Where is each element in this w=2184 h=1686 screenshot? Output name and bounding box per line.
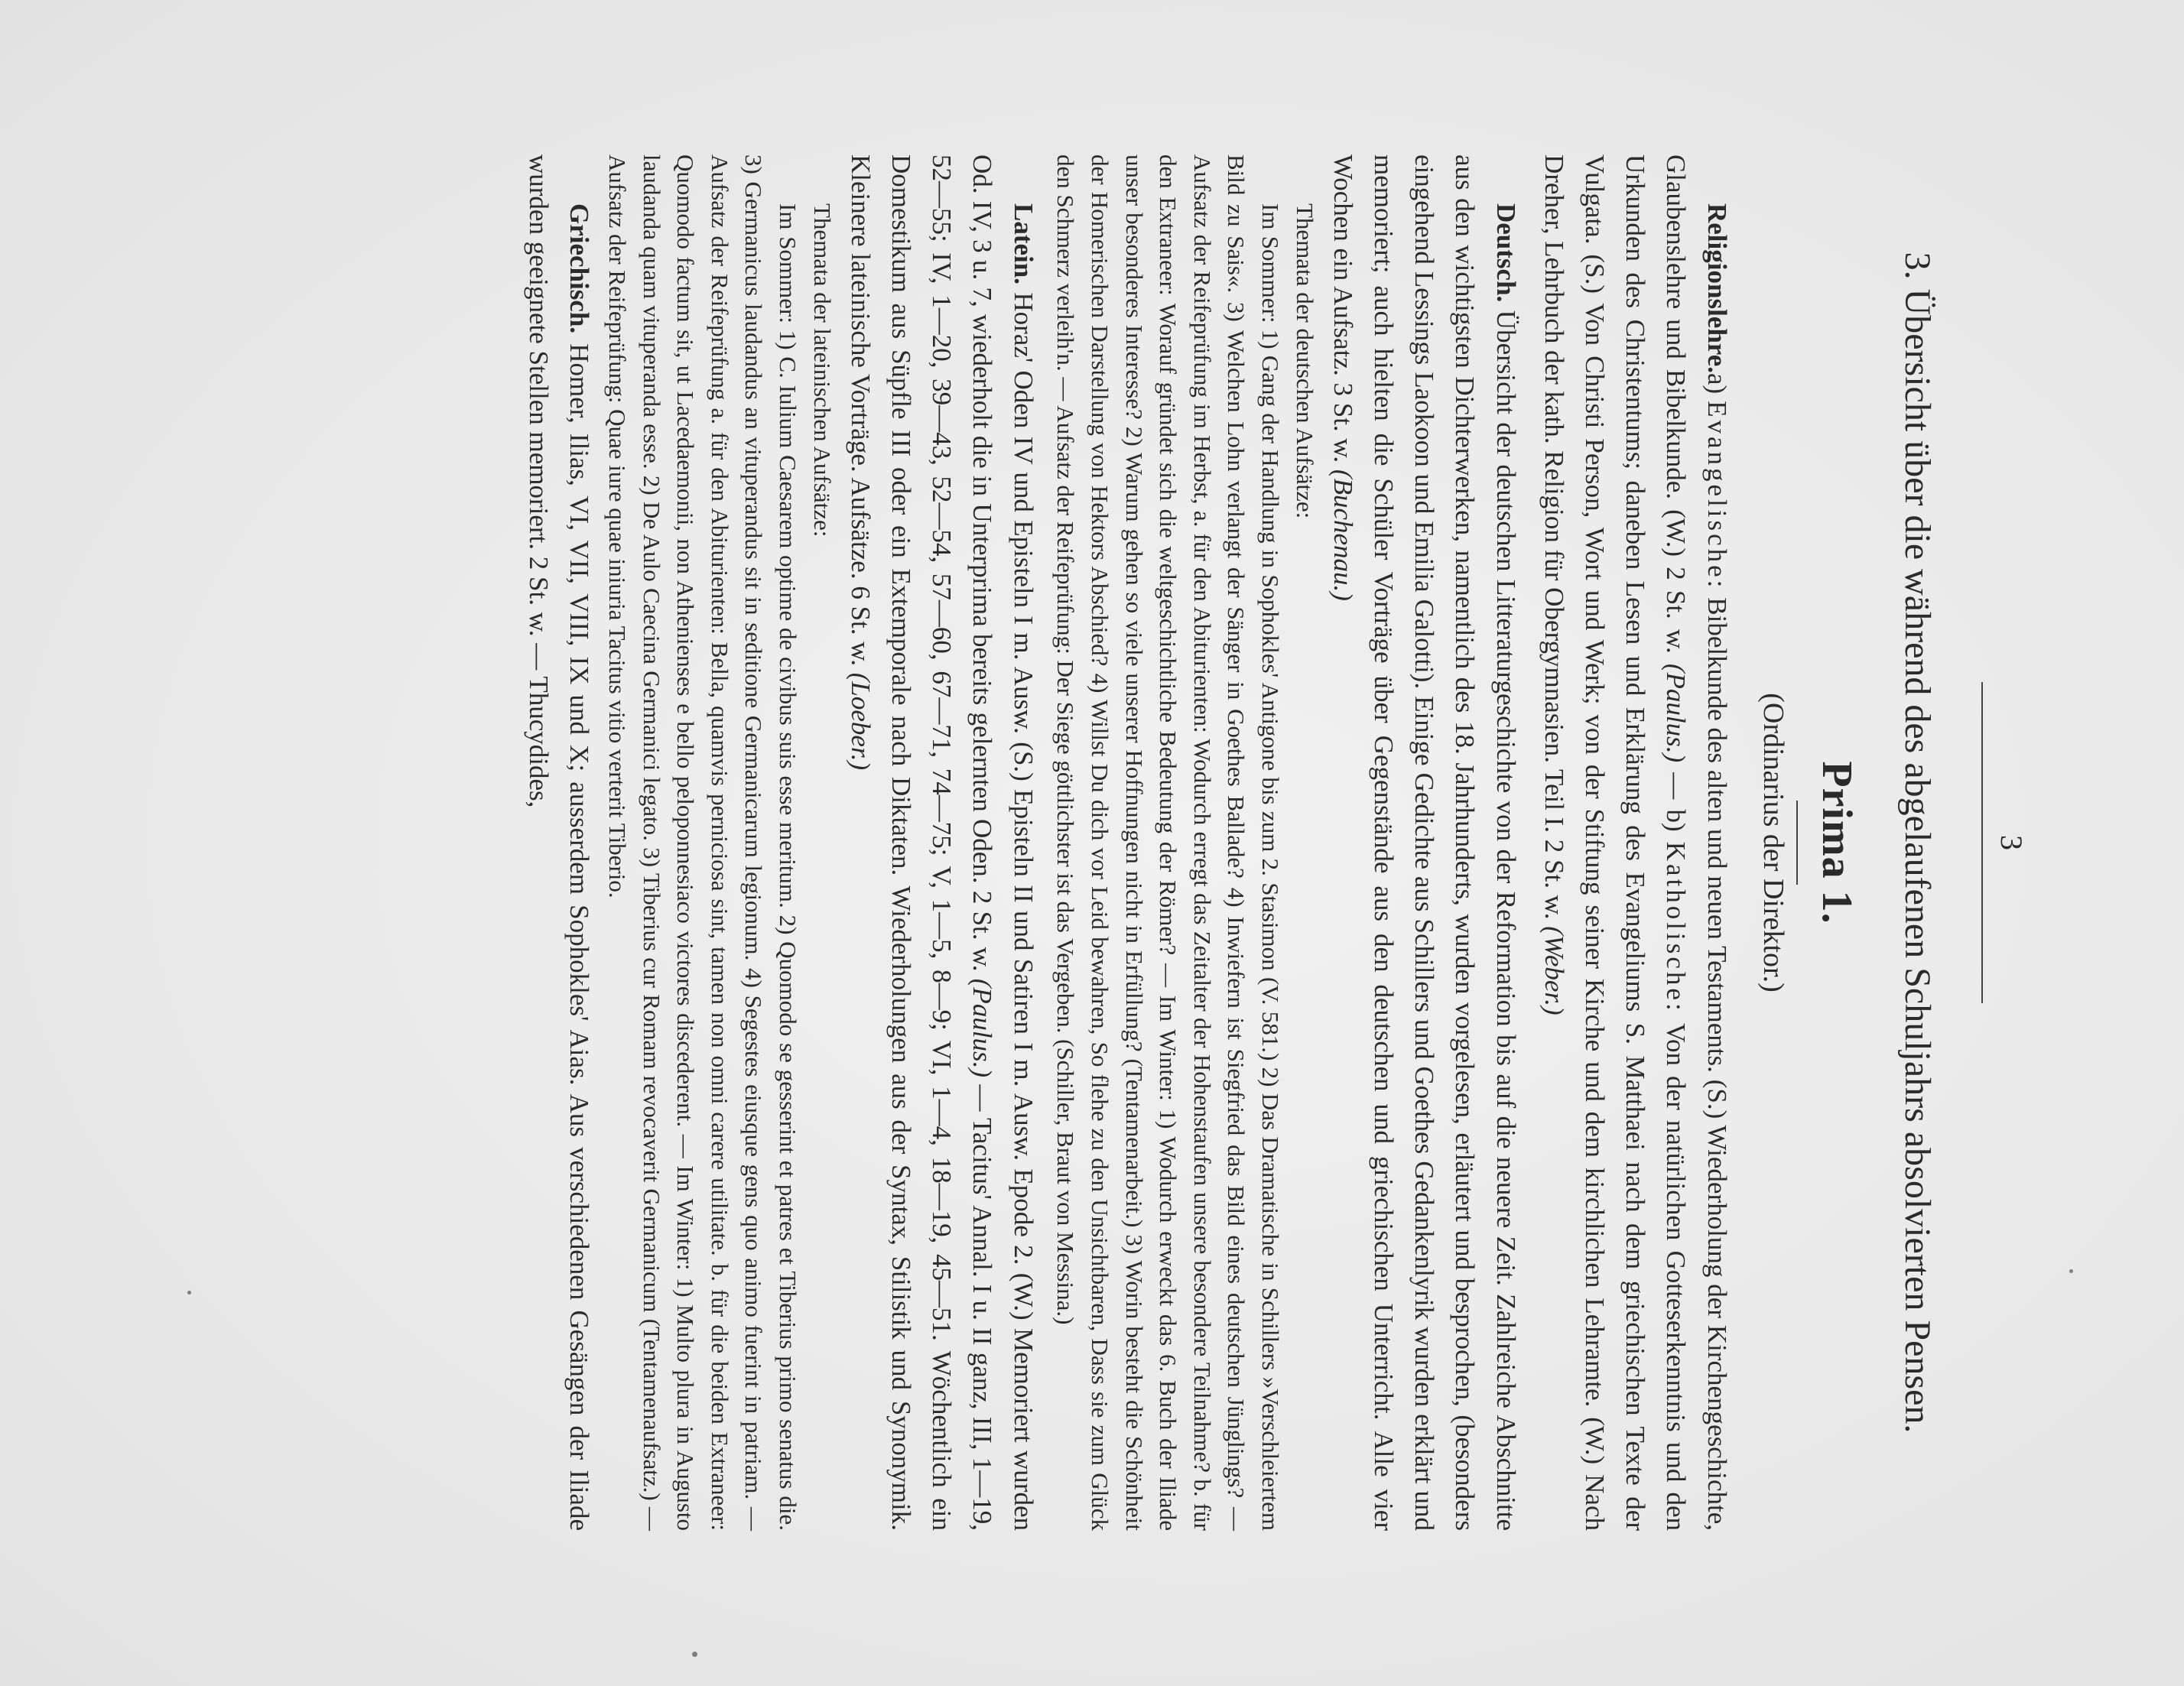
griechisch-paragraph — [518, 154, 600, 1531]
latein-teacher-1: (Paulus.) — [967, 978, 998, 1078]
rotated-page-content — [106, 124, 2078, 1561]
religion-teacher-2: (Weber.) — [1539, 926, 1569, 1015]
latein-heading: Latein. — [1008, 203, 1038, 284]
header-rule — [1981, 682, 1983, 1003]
deutsch-text: Übersicht der deutschen Litteraturgeschichte von der Reformation bis auf die neuere Zeit. Zahlreiche Abschnitte aus den wichtigsten Dichterwerken, namentlich des 18. Jahrhunderts, wurden vorgelesen, erläutert und besprochen, (besonders eingehend Lessings Laokoon und Emilia Galotti). Einige Gedichte aus Schillers und Goethes Gedankenlyrik wurden erklärt und memoriert; auch hielten die Schüler Vorträge über Gegenstände aus den deutschen und griechischen Unterricht. Alle vier Wochen ein Aufsatz. 3 St. w. — [1328, 154, 1521, 1531]
katholisch-label: Katholische: — [1661, 841, 1692, 1014]
latein-teacher-2: (Loeber.) — [845, 672, 876, 771]
griechisch-heading: Griechisch. — [564, 203, 595, 334]
latein-text-2: — Tacitus' Annal. I u. II ganz, III, 1—19, 52—55; IV, 1—20, 39—43, 52—54, 57—60, 67—71, 74—75; V, 1—5, 8—9; VI, 1—4, 18—19, 45—51. Wöchentlich ein Domestikum aus Süpfle III oder ein Extemporale nach Diktaten. Wiederholungen aus der Syntax, Stilistik und Synonymik. Kleinere lateinische Vorträge. Aufsätze. 6 St. w. — [845, 154, 998, 1531]
deutsch-teacher: (Buchenau.) — [1328, 469, 1358, 601]
religion-text-d: Von der natürlichen Gotteserkenntnis und den Urkunden des Christentums; daneben Lesen und Erklärung des Evangeliums S. Matthaei nach dem griechischen Texte der Vulgata. (S.) Von Christi Person, Wort und Werk; von der Stiftung seiner Kirche und dem kirchlichen Lehramte. (W.) Nach Dreher, Lehrbuch der kath. Religion für Obergymnasien. Teil I. 2 St. w. — [1539, 154, 1692, 1532]
deutsch-themes: Im Sommer: 1) Gang der Handlung in Sophokles' Antigone bis zum 2. Stasimon (V. 581.) 2) Das Dramatische in Schillers »Verschleiertem Bild zu Sais«. 3) Welchen Lohn verlangt der Sänger in Goethes Ballade? 4) Inwiefern ist Siegfried das Bild eines deutschen Jünglings? — Aufsatz der Reifeprüfung im Herbst, a. für den Abiturienten: Wodurch erregt das Zeitalter der Hohenstaufen unsere besondere Teilnahme? b. für den Extraneer: Worauf gründet sich die weltgeschichtliche Bedeutung der Römer? — Im Winter: 1) Wodurch erweckt das 6. Buch der Iliade unser besonderes Interesse? 2) Warum gehen so viele unserer Hoffnungen nicht in Erfüllung? (Tentamenarbeit.) 3) Worin besteht die Schönheit der Homerischen Darstellung von Hektors Abschied? 4) Willst Du dich vor Leid bewahren, So flehe zu den Unsichtbaren, Dass sie zum Glück den Schmerz verleih'n. — Aufsatz der Reifeprüfung: Der Siege göttlichster ist das Vergeben. (Schiller, Braut von Messina.) — [1052, 154, 1285, 1531]
evangelisch-label: Evangelische: — [1701, 401, 1732, 591]
latein-text: Horaz' Oden IV und Episteln I m. Ausw. (S.) Episteln II und Satiren I m. Ausw. Epode 2. (W.) Memoriert wurden Od. IV, 3 u. 7, wiederholt die in Unterprima bereits gelernten Oden. 2 St. w. — [967, 154, 1038, 1531]
section-title: 3. Übersicht über die während des abgelaufenen Schuljahrs absolvierten Pensen. — [1897, 252, 1939, 1434]
latein-themes: Im Sommer: 1) C. Iulium Caesarem optime de civibus suis esse meritum. 2) Quomodo se gesserint et patres et Tiberius primo senatus die. 3) Germanicus laudandus an vituperandus sit in seditione Germanicarum legionum. 4) Segestes eiusque gens quo animo fuerint in patriam. — Aufsatz der Reifeprüfung a. für den Abiturienten: Bella, quamvis perniciosa sint, tamen non omni carere utilitate. b. für die beiden Extraneer: Quomodo factum sit, ut Lacedaemonii, non Athenienses e bello peloponnesiaco victores discederent. — Im Winter: 1) Multo plura in Augusto laudanda quam vituperanda esse. 2) De Aulo Caecina Germanici legato. 3) Tiberius cur Romam revocaverit Germanicum (Tentamenaufsatz.) — Aufsatz der Reifeprüfung: Quae iure quae iniuria Tacitus vitio verterit Tiberio. — [603, 154, 802, 1531]
religion-text-b: Bibelkunde des alten und neuen Testaments. (S.) Wiederholung der Kirchengeschichte, Glaubenslehre und Bibelkunde. (W.) 2 St. w. — [1661, 154, 1732, 1531]
ink-speck — [692, 1652, 697, 1657]
ink-speck — [187, 1291, 191, 1295]
religion-text-a: a) — [1701, 372, 1732, 401]
deutsch-heading: Deutsch. — [1490, 203, 1521, 303]
document-body — [518, 154, 2034, 1531]
deutsch-themes-label: Themata der deutschen Aufsätze: — [1291, 203, 1318, 519]
deutsch-paragraph — [1323, 154, 1526, 1531]
latein-themes-label: Themata der lateinischen Aufsätze: — [808, 203, 836, 538]
griechisch-text: Homer, Ilias, VI, VII, VIII, IX und X; ausserdem Sophokles' Aias. Aus verschiedenen Gesängen der Iliade wurden geeignete Stellen memoriert. 2 St. w. — Thucydides, — [524, 154, 595, 1531]
religion-heading: Religionslehre. — [1701, 203, 1732, 373]
religion-paragraph — [1534, 154, 1737, 1531]
title-rule — [1796, 801, 1798, 885]
page-number: 3 — [1994, 835, 2029, 850]
ink-speck — [2069, 1269, 2073, 1273]
religion-teacher-1: (Paulus.) — [1661, 663, 1692, 763]
form-title: Prima 1. — [1813, 761, 1861, 924]
latein-paragraph — [840, 154, 1044, 1531]
religion-text-c: — b) — [1661, 762, 1692, 842]
form-subtitle: (Ordinarius der Direktor.) — [1757, 693, 1790, 992]
